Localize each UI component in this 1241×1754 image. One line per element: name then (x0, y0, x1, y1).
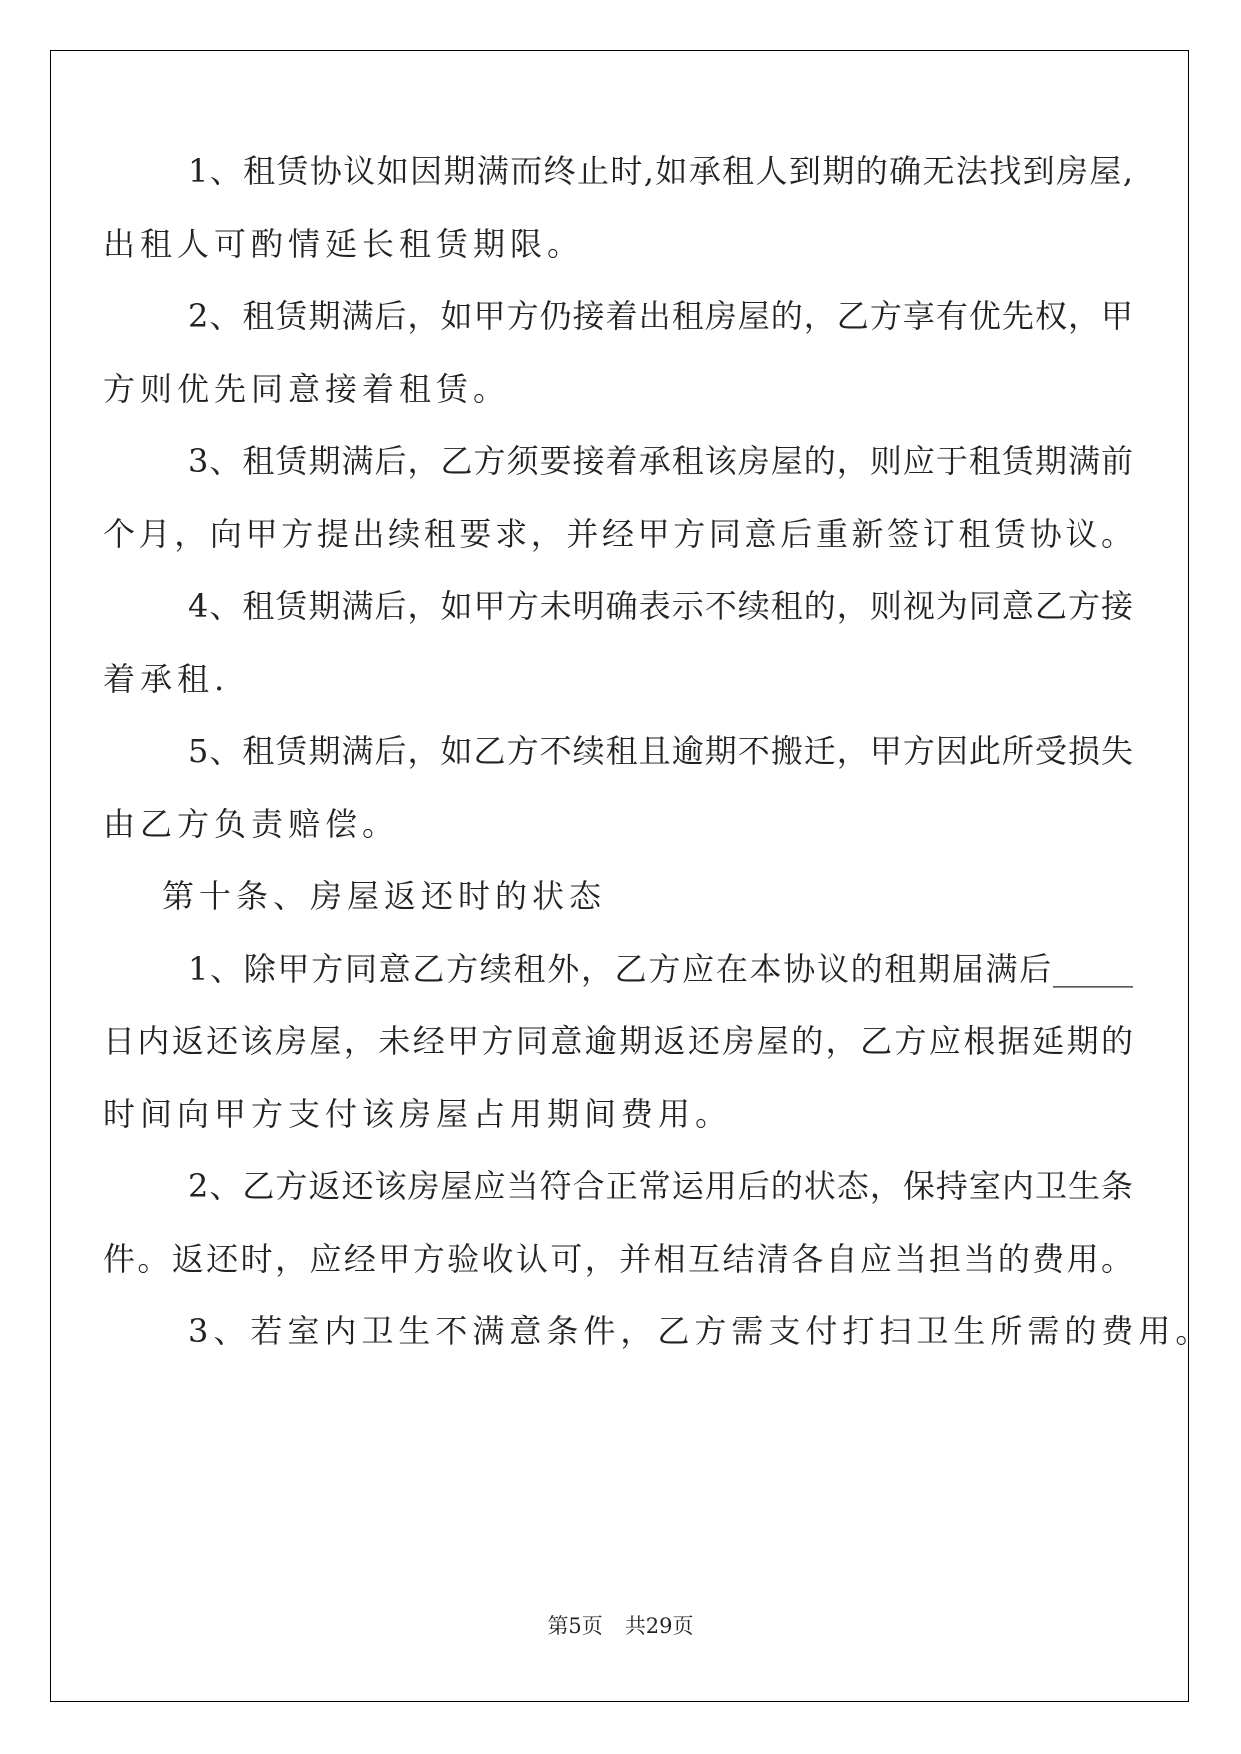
page-footer (0, 1610, 1241, 1640)
paragraph-5-line-1: 5、租赁期满后，如乙方不续租且逾期不搬迁，甲方因此所受损失 (188, 732, 1133, 770)
paragraph-3-line-1: 3、租赁期满后，乙方须要接着承租该房屋的，则应于租赁期满前 (188, 442, 1133, 480)
paragraph-6-line-2: 日内返还该房屋，未经甲方同意逾期返还房屋的，乙方应根据延期的 (103, 1022, 1133, 1060)
paragraph-6-line-1: 1、除甲方同意乙方续租外，乙方应在本协议的租期届满后_____ (188, 950, 1133, 988)
page-number: 第5页 (547, 1614, 603, 1638)
paragraph-3-line-2: 个月，向甲方提出续租要求，并经甲方同意后重新签订租赁协议。 (103, 515, 1133, 553)
paragraph-1-line-1: 1、租赁协议如因期满而终止时,如承租人到期的确无法找到房屋, (188, 152, 1133, 190)
paragraph-1-line-2: 出租人可酌情延长租赁期限。 (103, 225, 585, 263)
paragraph-7-line-2: 件。返还时，应经甲方验收认可，并相互结清各自应当担当的费用。 (103, 1240, 1133, 1278)
paragraph-2-line-1: 2、租赁期满后，如甲方仍接着出租房屋的，乙方享有优先权，甲 (188, 297, 1133, 335)
paragraph-4-line-1: 4、租赁期满后，如甲方未明确表示不续租的，则视为同意乙方接 (188, 587, 1133, 625)
paragraph-5-line-2: 由乙方负责赔偿。 (103, 805, 400, 843)
paragraph-2-line-2: 方则优先同意接着租赁。 (103, 370, 511, 408)
paragraph-6-line-3: 时间向甲方支付该房屋占用期间费用。 (103, 1095, 733, 1133)
paragraph-7-line-1: 2、乙方返还该房屋应当符合正常运用后的状态，保持室内卫生条 (188, 1167, 1133, 1205)
paragraph-8-line-1: 3、若室内卫生不满意条件，乙方需支付打扫卫生所需的费用。 (188, 1312, 1213, 1350)
section-heading: 第十条、房屋返还时的状态 (162, 877, 607, 915)
page-total: 共29页 (624, 1614, 694, 1638)
paragraph-4-line-2: 着承租. (103, 660, 230, 698)
